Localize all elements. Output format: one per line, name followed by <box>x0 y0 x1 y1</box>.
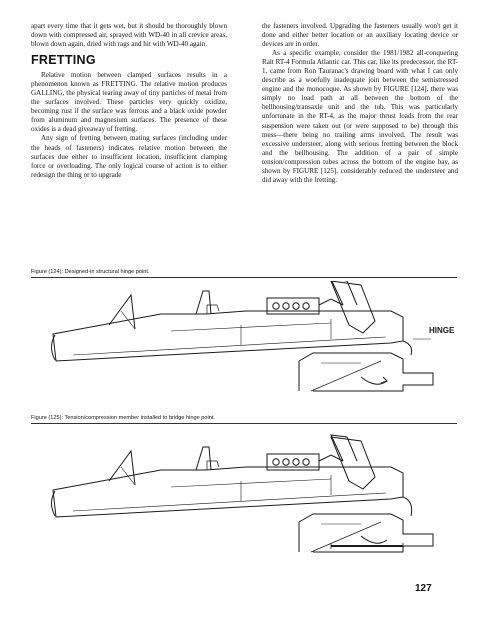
figure-125-drawing <box>31 428 457 578</box>
section-heading-fretting: FRETTING <box>31 53 96 68</box>
figure-124-caption: Figure (124): Designed-in structural hinge point. <box>31 268 457 278</box>
figure-125-caption: Figure (125): Tension/compression member installed to bridge hinge point. <box>31 414 457 424</box>
left-paragraph-3: Any sign of fretting between mating surfaces (including under the heads of fasteners) indicates relative motion between the surfaces due either to insufficient location, insufficient clamping force or overloading. The only logical course of action is to either redesign the thing or to upgrade <box>31 134 227 179</box>
page-number: 127 <box>415 583 432 594</box>
left-text-column <box>31 22 227 180</box>
left-paragraph-1: apart every time that it gets wet, but it should be thoroughly blown down with compressed air, sprayed with WD-40 in all crevice areas, blown down again, dried with rags and hit with WD-40 again. <box>31 22 227 49</box>
brace-detail-view <box>299 497 433 552</box>
left-paragraph-2: Relative motion between clamped surfaces results in a phenomenon known as FRETTING. The relative motion produces GALLING, the physical tearing away of tiny particles of metal from the surfaces involved. These particles very quickly oxidize, becoming rust if the surface was ferrous and a black oxide powder from aluminum and magnesium surfaces. The presence of these oxides is a dead giveaway of fretting. <box>31 71 227 134</box>
hinge-callout-label: HINGE <box>429 326 455 335</box>
right-text-column <box>262 22 458 185</box>
right-paragraph-1: the fasteners involved. Upgrading the fasteners usually won't get it done and either better location or an auxiliary locating device or devices are in order. <box>262 22 458 49</box>
right-paragraph-2: As a specific example, consider the 1981/1982 all-conquering Ralt RT-4 Formula Atlantic car. This car, like its predecessor, the RT-1, came from Ron Tauranac's drawing board with what I can only describe as a woefully inadequate join between the semistressed engine and the monocoque. As shown by FIGURE [124], there was simply no load path at all between the bottom of the bellhousing/transaxle unit and the tub. This was particularly unfortunate in the RT-4, as the major thrust loads from the rear suspension were taken out (or were supposed to be) through this mess—there being no trailing arms involved. The result was excessive understeer, along with serious fretting between the block and the bellhousing. The addition of a pair of simple tension/compression tubes across the bottom of the engine bay, as shown by FIGURE [125], considerably reduced the understeer and did away with the fretting. <box>262 49 458 184</box>
car-side-view <box>52 281 404 361</box>
car-side-view-with-brace <box>52 435 404 517</box>
figure-124-drawing <box>31 281 457 399</box>
